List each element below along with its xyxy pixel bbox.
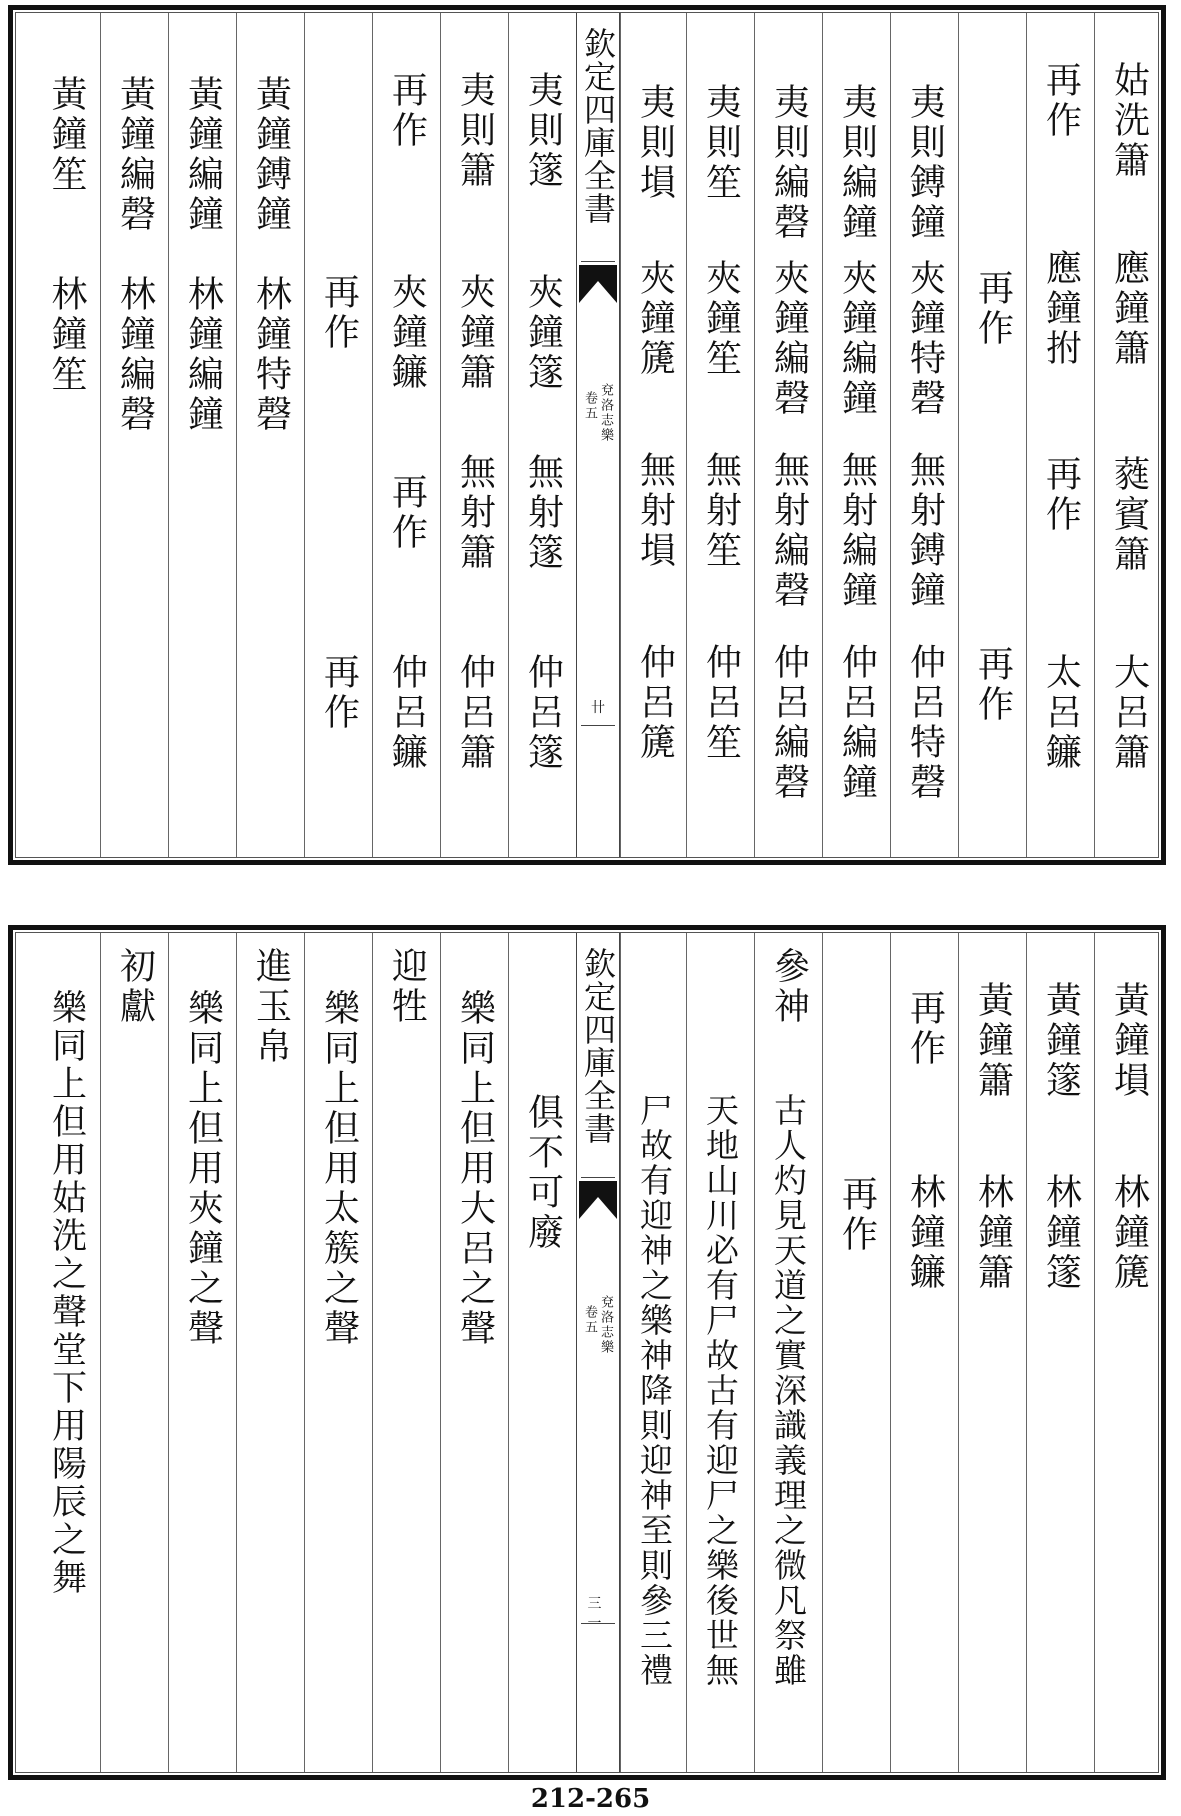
top-col-r1	[1094, 13, 1162, 857]
top-l3-d: 仲呂䥥	[386, 653, 428, 773]
bottom-col-l1	[508, 933, 576, 1772]
top-r7-a: 夷則笙	[700, 83, 742, 203]
top-l4-d: 再作	[318, 653, 360, 733]
top-col-r5	[822, 13, 890, 857]
bottom-r2-a: 黃鐘篴	[1040, 981, 1082, 1101]
top-r5-a: 夷則編鐘	[836, 83, 878, 243]
top-r8-d: 仲呂篪	[634, 643, 676, 763]
top-col-l6	[168, 13, 236, 857]
bottom-r2-b: 林鐘篴	[1040, 1173, 1082, 1293]
bottom-l8-text: 樂同上但用姑洗之聲堂下用陽辰之舞	[46, 989, 87, 1597]
bottom-fish-tail-icon	[579, 1181, 617, 1219]
top-r7-c: 無射笙	[700, 451, 742, 571]
bottom-col-l2	[440, 933, 508, 1772]
top-center-strip	[576, 13, 620, 857]
top-col-l5	[236, 13, 304, 857]
bottom-page	[8, 925, 1166, 1780]
bottom-r6-heading: 參神	[768, 947, 810, 1027]
top-r3-b: 再作	[972, 269, 1014, 349]
top-col-r2	[1026, 13, 1094, 857]
top-l8-b: 林鐘笙	[46, 275, 87, 395]
bottom-r1-a: 黃鐘塤	[1108, 981, 1150, 1101]
top-r2-a: 再作	[1040, 61, 1082, 141]
top-r1-d: 大呂簫	[1108, 653, 1150, 773]
top-r2-d: 太呂䥥	[1040, 653, 1082, 773]
top-center-rule-1	[581, 261, 615, 262]
top-r8-b: 夾鐘篪	[634, 259, 676, 379]
top-col-l3	[372, 13, 440, 857]
top-r5-d: 仲呂編鐘	[836, 643, 878, 803]
top-l1-b: 夾鐘篴	[522, 273, 564, 393]
top-l8-a: 黃鐘笙	[46, 75, 87, 195]
top-col-r8	[620, 13, 688, 857]
bottom-folio: 三一	[587, 1596, 602, 1632]
top-l6-b: 林鐘編鐘	[182, 275, 224, 435]
top-r4-c: 無射鎛鐘	[904, 451, 946, 611]
top-r1-b: 應鐘簫	[1108, 249, 1150, 369]
top-col-l7	[100, 13, 168, 857]
top-r2-c: 再作	[1040, 455, 1082, 535]
bottom-book-title: 欽定四庫全書	[579, 947, 617, 1145]
top-sub-title: 兗洛志樂	[598, 383, 613, 443]
bottom-l3-heading: 迎牲	[386, 947, 428, 1027]
bottom-r3-a: 黃鐘簫	[972, 981, 1014, 1101]
top-r6-a: 夷則編磬	[768, 83, 810, 243]
bottom-col-l4	[304, 933, 372, 1772]
top-page-frame	[15, 12, 1159, 858]
bottom-col-r7	[686, 933, 754, 1772]
top-r4-d: 仲呂特磬	[904, 643, 946, 803]
top-r1-c: 蕤賓簫	[1108, 455, 1150, 575]
bottom-r8-text: 尸故有迎神之樂神降則迎神至則參三禮	[635, 1093, 674, 1688]
bottom-center-rule-1	[581, 1177, 615, 1178]
bottom-r7-text: 天地山川必有尸故古有迎尸之樂後世無	[701, 1093, 740, 1688]
top-l3-c: 再作	[386, 473, 428, 553]
top-page	[8, 5, 1166, 865]
top-folio: 卄	[591, 700, 605, 716]
bottom-col-r4	[890, 933, 958, 1772]
bottom-col-l8	[32, 933, 100, 1772]
top-l2-b: 夾鐘簫	[454, 273, 496, 393]
bottom-r5-b: 再作	[836, 1175, 878, 1255]
bottom-col-l5	[236, 933, 304, 1772]
top-l1-d: 仲呂篴	[522, 653, 564, 773]
bottom-l7-heading: 初獻	[114, 947, 156, 1027]
top-r5-b: 夾鐘編鐘	[836, 259, 878, 419]
top-r2-b: 應鐘拊	[1040, 249, 1082, 369]
bottom-center-rule-2	[581, 1623, 615, 1624]
top-r6-b: 夾鐘編磬	[768, 259, 810, 419]
top-r3-d: 再作	[972, 645, 1014, 725]
bottom-r1-b: 林鐘篪	[1108, 1173, 1150, 1293]
top-l6-a: 黃鐘編鐘	[182, 75, 224, 235]
top-l3-b: 夾鐘䥥	[386, 273, 428, 393]
top-col-r3	[958, 13, 1026, 857]
bottom-col-l6	[168, 933, 236, 1772]
top-l3-a: 再作	[386, 71, 428, 151]
top-r6-d: 仲呂編磬	[768, 643, 810, 803]
top-volume: 卷五	[582, 391, 597, 421]
top-l5-a: 黃鐘鎛鐘	[250, 75, 292, 235]
top-r8-a: 夷則塤	[634, 83, 676, 203]
top-r7-b: 夾鐘笙	[700, 259, 742, 379]
top-l5-b: 林鐘特磬	[250, 275, 292, 435]
bottom-col-r3	[958, 933, 1026, 1772]
top-r5-c: 無射編鐘	[836, 451, 878, 611]
bottom-r6-text: 古人灼見天道之實深識義理之微凡祭雖	[769, 1093, 808, 1688]
bottom-col-r6	[754, 933, 822, 1772]
bottom-col-l3	[372, 933, 440, 1772]
top-col-l2	[440, 13, 508, 857]
bottom-l2-text: 樂同上但用大呂之聲	[454, 989, 496, 1349]
bottom-center-strip	[576, 933, 620, 1772]
top-col-l4	[304, 13, 372, 857]
bottom-l6-text: 樂同上但用夾鐘之聲	[182, 989, 224, 1349]
top-center-rule-2	[581, 725, 615, 726]
top-col-l1	[508, 13, 576, 857]
bottom-col-r8	[620, 933, 688, 1772]
top-l2-d: 仲呂簫	[454, 653, 496, 773]
bottom-col-r1	[1094, 933, 1162, 1772]
bottom-col-l7	[100, 933, 168, 1772]
top-l7-a: 黃鐘編磬	[114, 75, 156, 235]
top-l4-b: 再作	[318, 273, 360, 353]
top-col-l8	[32, 13, 100, 857]
top-book-title: 欽定四庫全書	[579, 27, 617, 225]
top-col-r7	[686, 13, 754, 857]
top-r7-d: 仲呂笙	[700, 643, 742, 763]
bottom-l4-text: 樂同上但用太簇之聲	[318, 989, 360, 1349]
top-col-r4	[890, 13, 958, 857]
bottom-r4-b: 林鐘䥥	[904, 1173, 946, 1293]
bottom-col-r5	[822, 933, 890, 1772]
bottom-page-frame	[15, 932, 1159, 1773]
top-r6-c: 無射編磬	[768, 451, 810, 611]
bottom-sub-title: 兗洛志樂	[598, 1295, 613, 1355]
bottom-col-r2	[1026, 933, 1094, 1772]
top-l2-c: 無射簫	[454, 453, 496, 573]
top-l1-a: 夷則篴	[522, 71, 564, 191]
bottom-r4-a: 再作	[904, 989, 946, 1069]
bottom-l5-heading: 進玉帛	[250, 947, 292, 1067]
top-r4-a: 夷則鎛鐘	[904, 83, 946, 243]
bottom-l1-text: 俱不可廢	[522, 1093, 564, 1253]
bottom-volume: 卷五	[582, 1305, 597, 1335]
top-r1-a: 姑洗簫	[1108, 61, 1150, 181]
top-l2-a: 夷則簫	[454, 71, 496, 191]
top-r8-c: 無射塤	[634, 451, 676, 571]
top-l1-c: 無射篴	[522, 453, 564, 573]
top-col-r6	[754, 13, 822, 857]
top-fish-tail-icon	[579, 265, 617, 303]
page-number: 212-265	[530, 1784, 651, 1814]
bottom-r3-b: 林鐘簫	[972, 1173, 1014, 1293]
top-r4-b: 夾鐘特磬	[904, 259, 946, 419]
top-l7-b: 林鐘編磬	[114, 275, 156, 435]
